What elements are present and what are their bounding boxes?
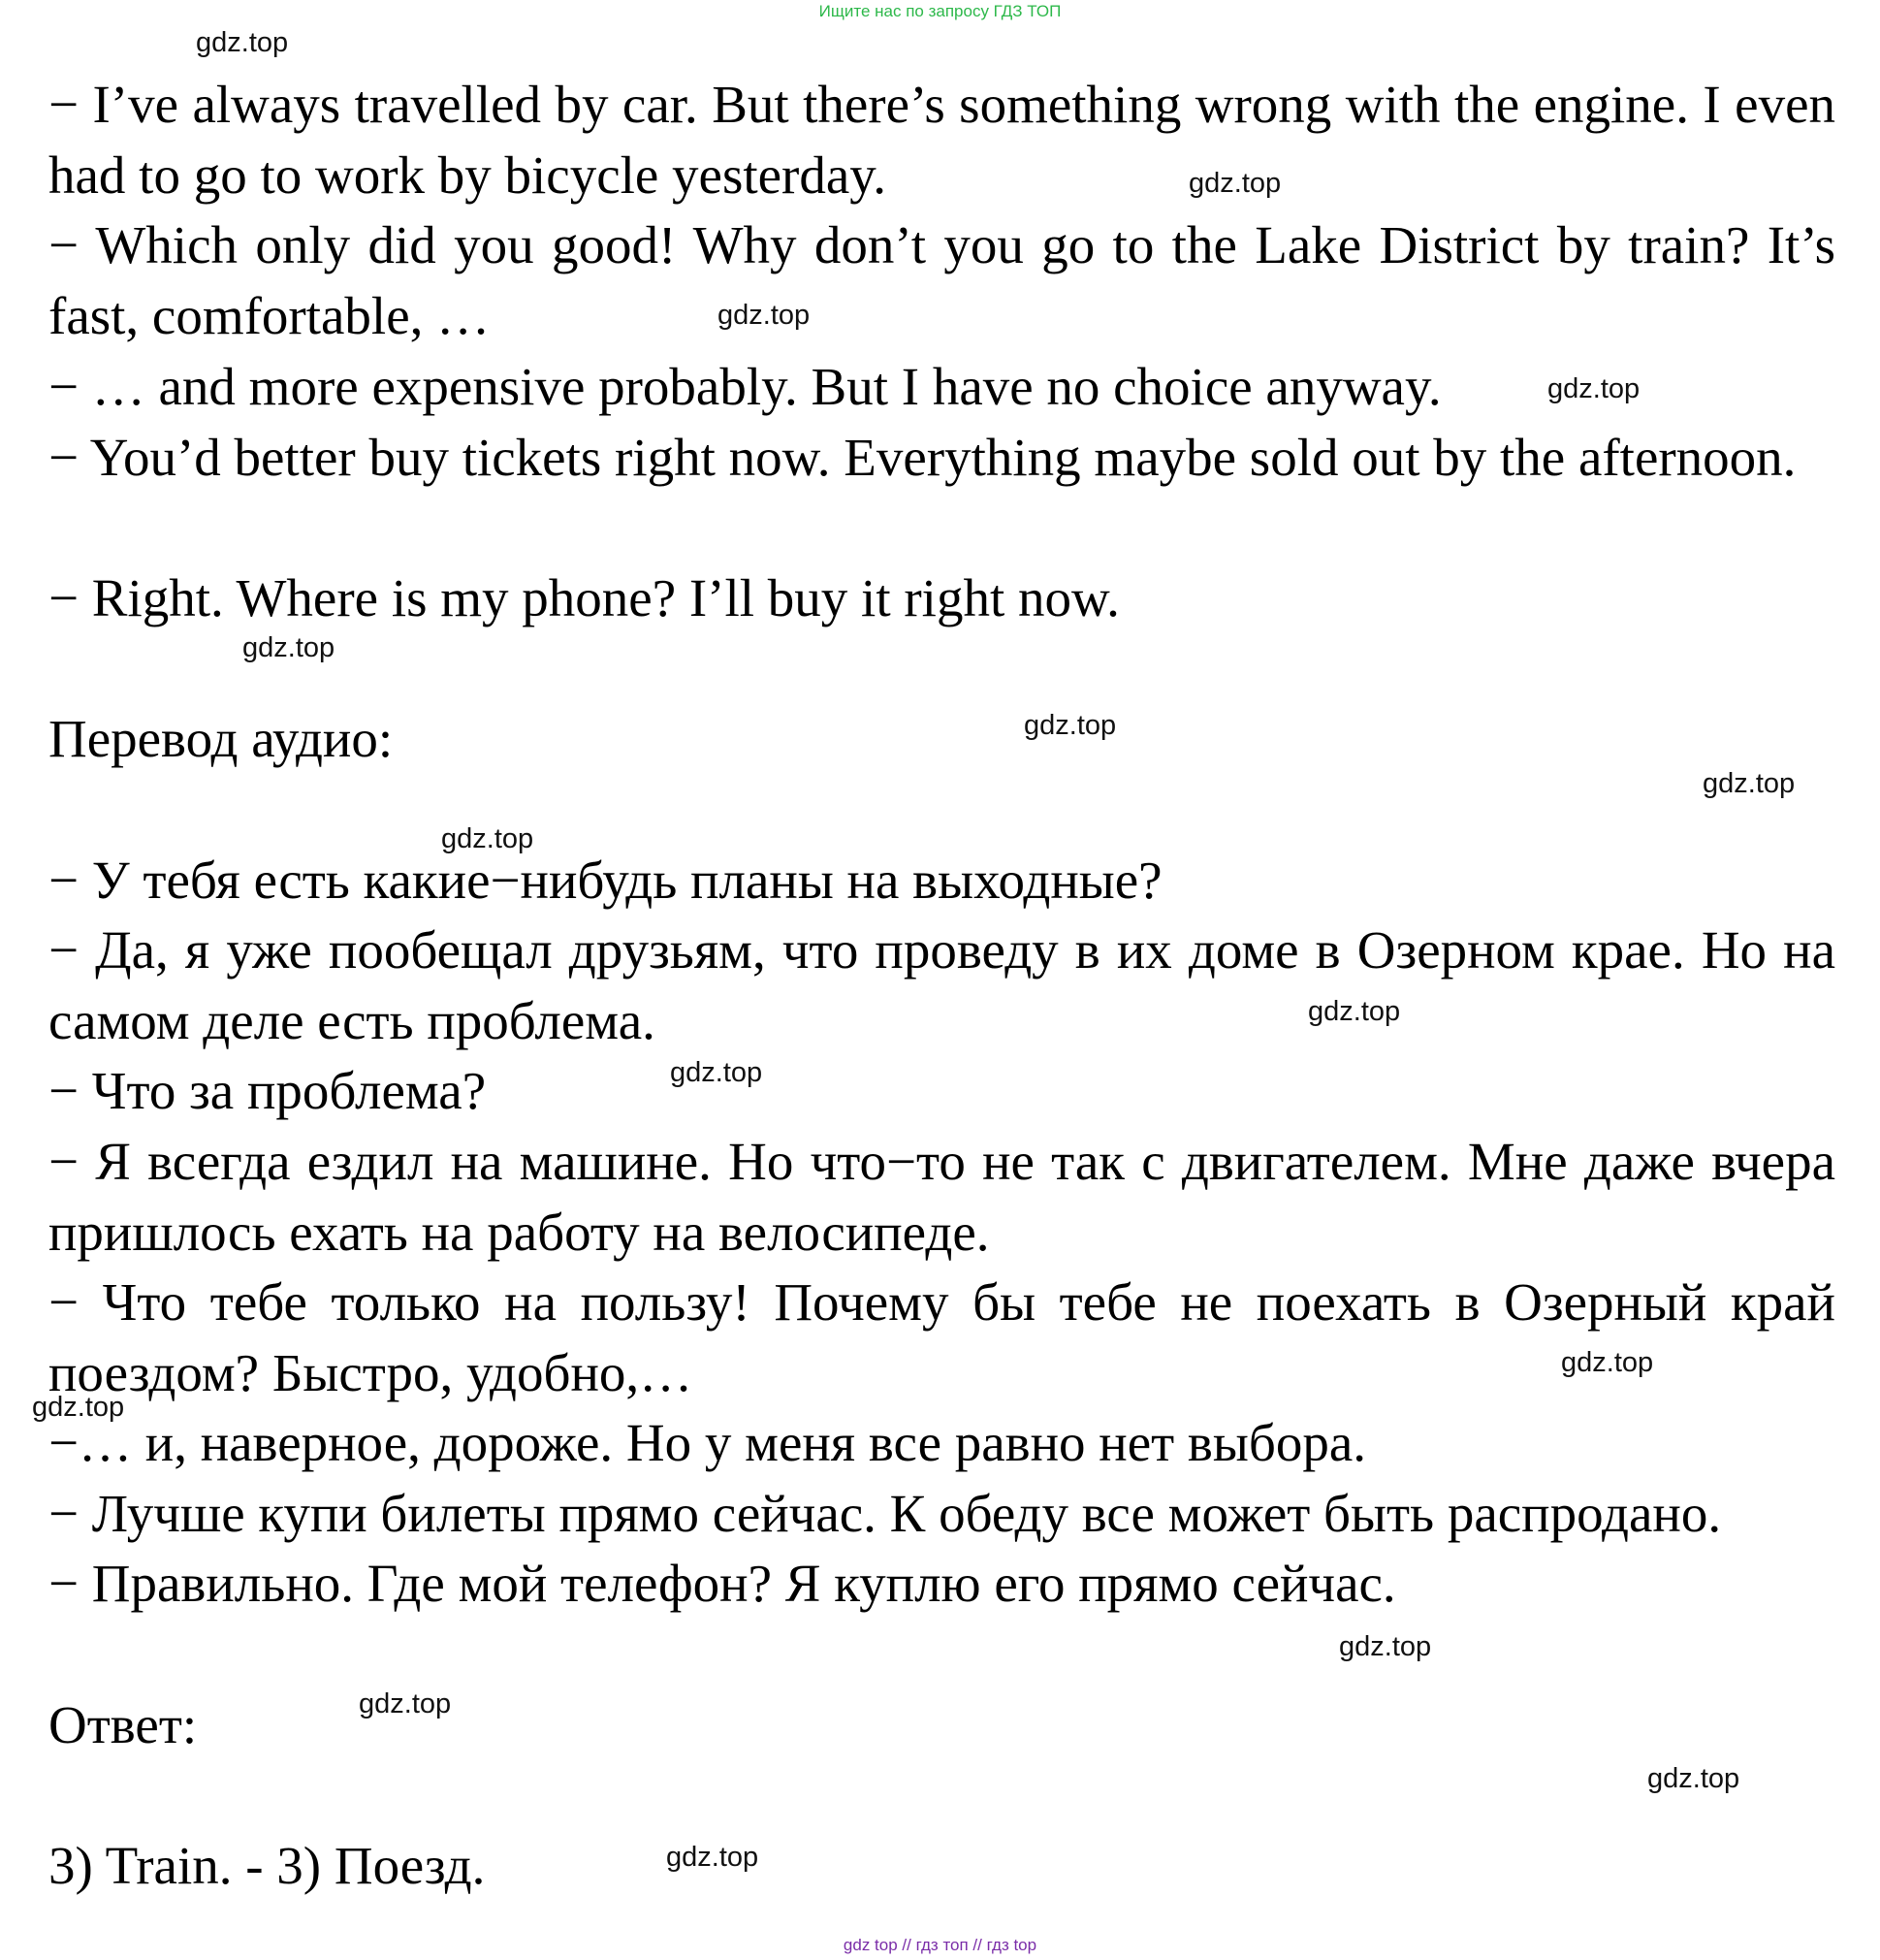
watermark: gdz.top: [670, 1057, 763, 1088]
watermark: gdz.top: [1547, 373, 1641, 404]
dialogue-en-line: − Which only did you good! Why don’t you go to the Lake District by train? It’s fast, comfortable, …: [48, 215, 1835, 345]
top-banner[interactable]: Ищите нас по запросу ГДЗ ТОП: [818, 2, 1062, 20]
answer-heading: Ответ:: [48, 1695, 198, 1754]
dialogue-ru-line: −… и, наверное, дороже. Но у меня все равно нет выбора.: [48, 1413, 1366, 1472]
footer-links[interactable]: gdz top // гдз топ // гдз top: [843, 1936, 1037, 1954]
dialogue-en-line: − Right. Where is my phone? I’ll buy it right now.: [48, 568, 1120, 627]
dialogue-ru-line: − Я всегда ездил на машине. Но что−то не так с двигателем. Мне даже вчера пришлось ехать на работу на велосипеде.: [48, 1132, 1835, 1262]
watermark: gdz.top: [441, 823, 534, 854]
dialogue-ru-line: − Лучше купи билеты прямо сейчас. К обеду все может быть распродано.: [48, 1484, 1722, 1543]
watermark: gdz.top: [1647, 1763, 1740, 1794]
watermark: gdz.top: [1308, 996, 1401, 1027]
dialogue-ru-line: − Что за проблема?: [48, 1061, 487, 1120]
dialogue-ru-line: − У тебя есть какие−нибудь планы на выходные?: [48, 851, 1163, 910]
dialogue-en-line: − I’ve always travelled by car. But there’s something wrong with the engine. I even had to go to work by bicycle yesterday.: [48, 75, 1835, 205]
watermark: gdz.top: [666, 1842, 759, 1873]
watermark: gdz.top: [32, 1392, 125, 1423]
dialogue-ru-line: − Что тебе только на пользу! Почему бы тебе не поехать в Озерный край поездом? Быстро, удобно,…: [48, 1272, 1835, 1402]
watermark: gdz.top: [1339, 1631, 1432, 1662]
watermark: gdz.top: [242, 632, 335, 663]
watermark: gdz.top: [196, 27, 289, 58]
watermark: gdz.top: [1703, 768, 1796, 799]
answer-text: 3) Train. - 3) Поезд.: [48, 1836, 486, 1895]
dialogue-en-line: − … and more expensive probably. But I have no choice anyway.: [48, 357, 1442, 416]
dialogue-ru-line: − Правильно. Где мой телефон? Я куплю его прямо сейчас.: [48, 1554, 1396, 1613]
watermark: gdz.top: [1189, 168, 1282, 199]
dialogue-en-line: − You’d better buy tickets right now. Everything maybe sold out by the afternoon.: [48, 428, 1797, 487]
dialogue-ru-line: − Да, я уже пообещал друзьям, что проведу в их доме в Озерном крае. Но на самом деле есть проблема.: [48, 920, 1835, 1050]
watermark: gdz.top: [1024, 710, 1117, 741]
watermark: gdz.top: [717, 300, 811, 331]
watermark: gdz.top: [1561, 1347, 1654, 1378]
translation-heading: Перевод аудио:: [48, 709, 394, 768]
watermark: gdz.top: [359, 1688, 452, 1719]
